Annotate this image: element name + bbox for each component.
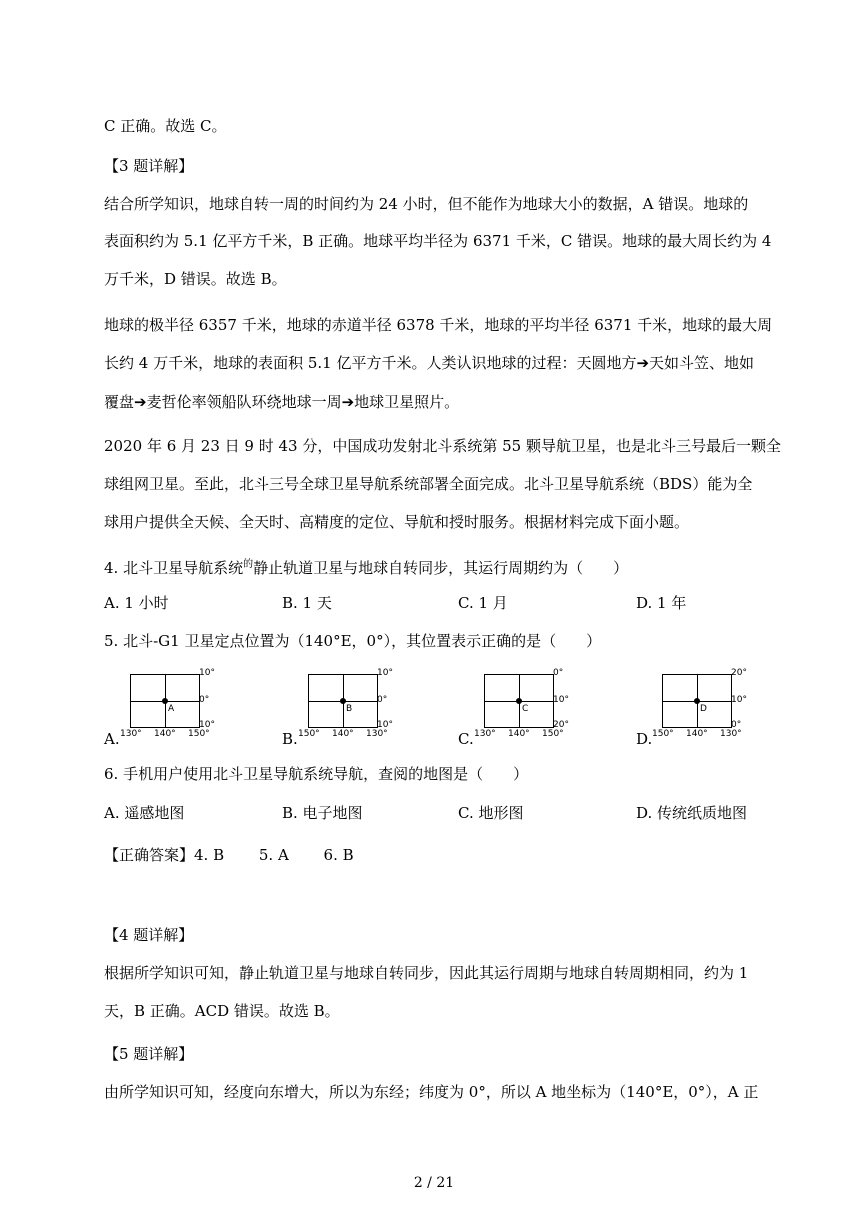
lon-label: 140° <box>686 729 708 739</box>
q4-stem-part: 静止轨道卫星与地球自转同步，其运行周期约为（ ） <box>253 559 629 577</box>
question-6-stem: 6. 手机用户使用北斗卫星导航系统导航，查阅的地图是（ ） <box>104 765 529 783</box>
lon-label: 150° <box>542 729 564 739</box>
lon-label: 130° <box>474 729 496 739</box>
q4-stem-part: 4. 北斗卫星导航系统 <box>104 559 244 577</box>
lat-label: 10° <box>377 720 393 730</box>
lon-label: 130° <box>366 729 388 739</box>
grid-letter: D. <box>636 730 653 748</box>
lat-label: 10° <box>199 668 215 678</box>
q6-option-d: D. 传统纸质地图 <box>636 804 748 822</box>
q4-option-c: C. 1 月 <box>458 594 508 612</box>
lat-label: 20° <box>731 668 747 678</box>
lat-label: 10° <box>377 668 393 678</box>
text-line: 长约 4 万千米，地球的表面积 5.1 亿平方千米。人类认识地球的过程：天圆地方➔天如斗笠、地如 <box>104 354 755 372</box>
section-title-4: 【4 题详解】 <box>104 926 194 944</box>
section-title-5: 【5 题详解】 <box>104 1045 194 1063</box>
lat-label: 0° <box>731 720 742 730</box>
q4-option-a: A. 1 小时 <box>104 594 169 612</box>
grid-option-a <box>104 668 254 748</box>
lon-label: 150° <box>188 729 210 739</box>
q6-option-b: B. 电子地图 <box>282 804 363 822</box>
lat-lon-grid <box>130 674 200 728</box>
section-title-3: 【3 题详解】 <box>104 157 194 175</box>
point-label: A <box>168 704 175 714</box>
question-5-stem: 5. 北斗-G1 卫星定点位置为（140°E，0°），其位置表示正确的是（ ） <box>104 632 602 650</box>
lat-label: 0° <box>199 695 210 705</box>
lon-label: 140° <box>508 729 530 739</box>
text-line: 球组网卫星。至此，北斗三号全球卫星导航系统部署全面完成。北斗卫星导航系统（BDS）能为全 <box>104 475 753 493</box>
lon-label: 140° <box>332 729 354 739</box>
text-line: 结合所学知识，地球自转一周的时间约为 24 小时，但不能作为地球大小的数据，A 错误。地球的 <box>104 195 749 213</box>
text-line: 球用户提供全天候、全天时、高精度的定位、导航和授时服务。根据材料完成下面小题。 <box>104 513 690 531</box>
q6-option-a: A. 遥感地图 <box>104 804 185 822</box>
lon-label: 130° <box>120 729 142 739</box>
lat-lon-grid <box>308 674 378 728</box>
text-line: 由所学知识可知，经度向东增大，所以为东经；纬度为 0°，所以 A 地坐标为（140°E，0°），A 正 <box>104 1083 759 1101</box>
point-label: B <box>346 704 353 714</box>
grid-letter: A. <box>104 730 120 748</box>
grid-option-d <box>636 668 786 748</box>
question-4-stem <box>104 555 628 578</box>
q4-stem-sup: 的 <box>243 559 254 570</box>
lon-label: 140° <box>154 729 176 739</box>
lat-lon-grid <box>484 674 554 728</box>
lat-label: 10° <box>731 695 747 705</box>
text-line: 天，B 正确。ACD 错误。故选 B。 <box>104 1002 340 1020</box>
q4-option-d: D. 1 年 <box>636 594 687 612</box>
grid-option-b <box>282 668 432 748</box>
text-line: 万千米，D 错误。故选 B。 <box>104 270 287 288</box>
grid-letter: B. <box>282 730 298 748</box>
lat-label: 0° <box>553 668 564 678</box>
q6-option-c: C. 地形图 <box>458 804 524 822</box>
grid-letter: C. <box>458 730 474 748</box>
text-line: 2020 年 6 月 23 日 9 时 43 分，中国成功发射北斗系统第 55 颗导航卫星，也是北斗三号最后一颗全 <box>104 437 781 455</box>
lon-label: 150° <box>298 729 320 739</box>
text-line: 表面积约为 5.1 亿平方千米，B 正确。地球平均半径为 6371 千米，C 错误。地球的最大周长约为 4 <box>104 232 772 250</box>
grid-option-c <box>458 668 608 748</box>
text-line: 根据所学知识可知，静止轨道卫星与地球自转同步，因此其运行周期与地球自转周期相同，约为 1 <box>104 964 749 982</box>
lat-lon-grid <box>662 674 732 728</box>
text-line: 地球的极半径 6357 千米，地球的赤道半径 6378 千米，地球的平均半径 6371 千米，地球的最大周 <box>104 316 773 334</box>
correct-answer: 【正确答案】4. B 5. A 6. B <box>104 846 354 864</box>
lon-label: 130° <box>720 729 742 739</box>
lon-label: 150° <box>652 729 674 739</box>
point-label: D <box>700 704 707 714</box>
text-line: C 正确。故选 C。 <box>104 117 227 135</box>
point-label: C <box>522 704 529 714</box>
lat-label: 20° <box>553 720 569 730</box>
lat-label: 10° <box>199 720 215 730</box>
page-number: 2 / 21 <box>413 1175 455 1191</box>
lat-label: 0° <box>377 695 388 705</box>
q4-option-b: B. 1 天 <box>282 594 332 612</box>
text-line: 覆盘➔麦哲伦率领船队环绕地球一周➔地球卫星照片。 <box>104 393 460 411</box>
lat-label: 10° <box>553 695 569 705</box>
